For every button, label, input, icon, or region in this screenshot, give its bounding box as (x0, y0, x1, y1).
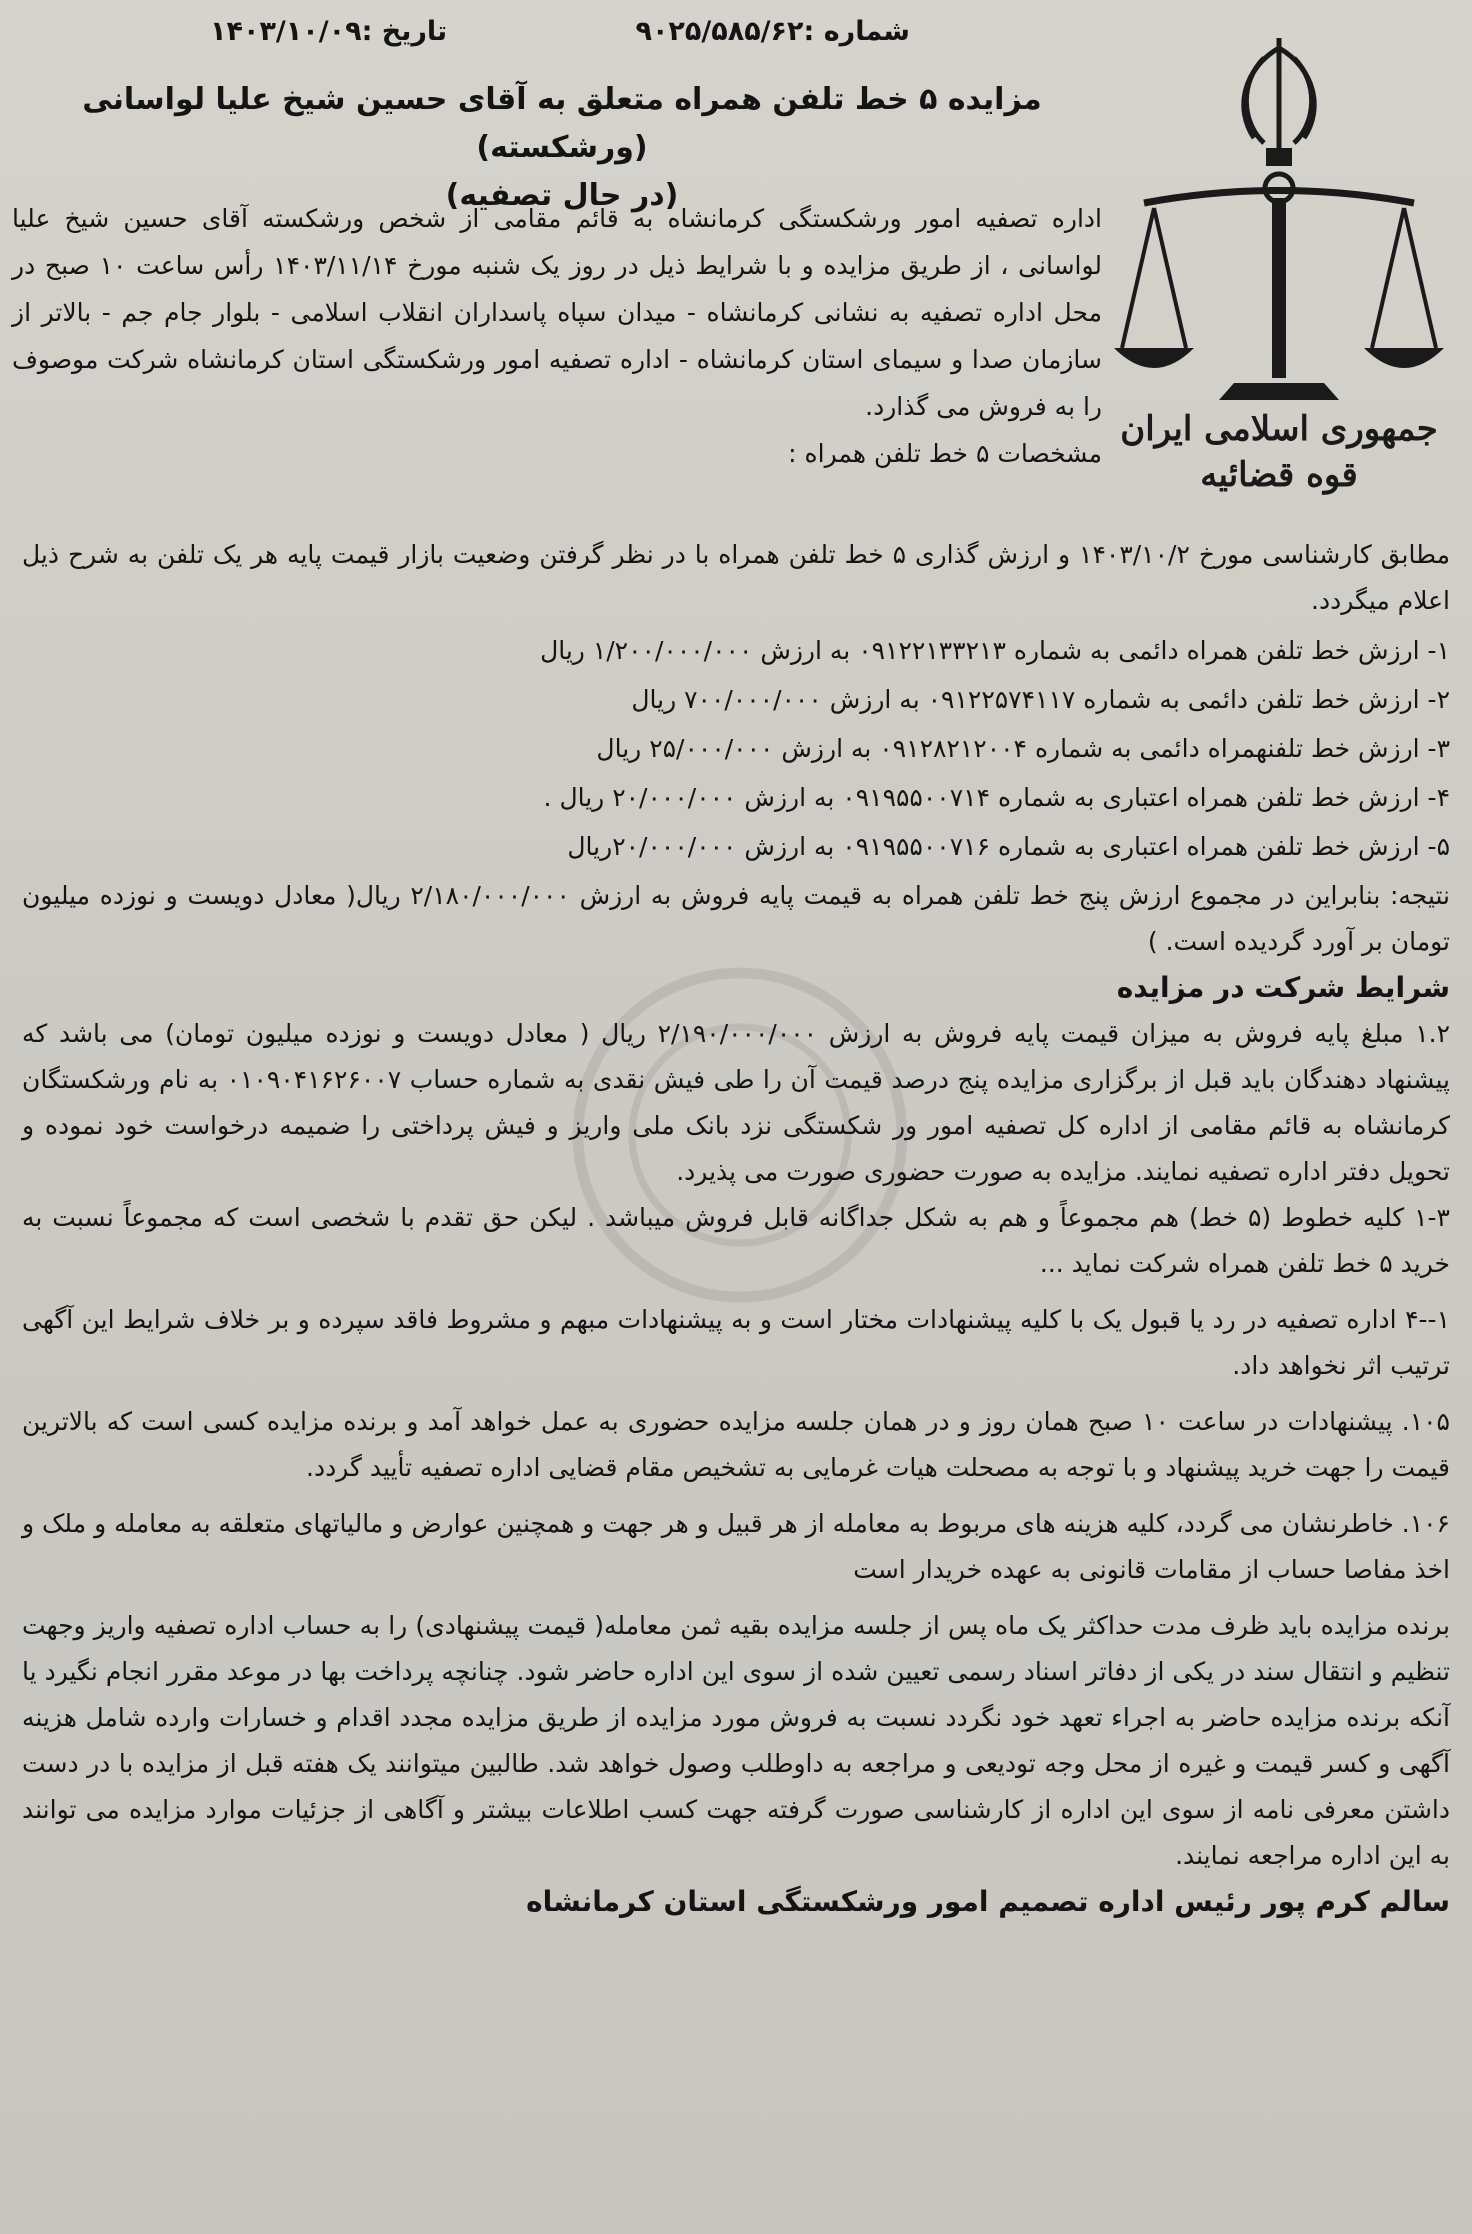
judiciary-emblem (1114, 28, 1444, 498)
header-row (210, 16, 910, 47)
condition-paragraph: ۱--۴ اداره تصفیه در رد یا قبول یک با کلیه پیشنهادات مختار است و به پیشنهادات مبهم و مشروط فاقد سپرده و بر خلاف شرایط این آگهی ترتیب اثر نخواهد داد. (22, 1305, 1450, 1380)
phone-line-list (22, 628, 1450, 870)
intro-text: اداره تصفیه امور ورشکستگی کرمانشاه به قائم مقامی از شخص ورشکسته آقای حسین شیخ علیا لواسانی ، از طریق مزایده و با شرایط ذیل در روز یک شنبه مورخ ۱۴۰۳/۱۱/۱۴ رأس ساعت ۱۰ صبح در محل اداره تصفیه به نشانی کرمانشاه - میدان سپاه پاسداران انقلاب اسلامی - بلوار جام جم - بالاتر از سازمان صدا و سیمای استان کرمانشاه - اداره تصفیه امور ورشکستگی استان کرمانشاه شرکت موصوف را به فروش می گذارد. (12, 204, 1103, 421)
emblem-body-text: قوه قضائیه (1200, 455, 1358, 495)
condition-paragraph: برنده مزایده باید ظرف مدت حداکثر یک ماه پس از جلسه مزایده بقیه ثمن معامله( قیمت پیشنهادی) را به حساب اداره تصفیه واریز وجهت تنظیم و انتقال سند در یکی از دفاتر اسناد رسمی تعیین شده از سوی این اداره حاضر شود. چنانچه پرداخت بها در موعد مقرر انجام نگیرد یا آنکه برنده مزایده حاضر به اجراء تعهد خود نگردد نسبت به فروش مورد مزایده از طریق مزایده مجدد اقدام و خسارات وارده شامل هزینه آگهی و کسر قیمت و غیره از محل وجه تودیعی و مراجعه به داوطلب وصول خواهد شد. طالبین میتوانند یک هفته قبل از مزایده با در دست داشتن معرفی نامه از سوی این اداره از کارشناسی صورت گرفته جهت کسب اطلاعات بیشتر و آگاهی از جزئیات موارد مزایده می توانند به این اداره مراجعه نمایند. (22, 1611, 1450, 1870)
list-item: ۳- ارزش خط تلفنهمراه دائمی به شماره ۰۹۱۲۸۲۱۲۰۰۴ به ارزش ۲۵/۰۰۰/۰۰۰ ریال (596, 734, 1450, 763)
signature-line: سالم کرم پور رئیس اداره تصمیم امور ورشکستگی استان کرمانشاه (526, 1885, 1450, 1918)
list-item: ۴- ارزش خط تلفن همراه اعتباری به شماره ۰۹۱۹۵۵۰۰۷۱۴ به ارزش ۲۰/۰۰۰/۰۰۰ ریال . (543, 783, 1450, 812)
list-item: ۵- ارزش خط تلفن همراه اعتباری به شماره ۰۹۱۹۵۵۰۰۷۱۶ به ارزش ۲۰/۰۰۰/۰۰۰ریال (567, 832, 1450, 861)
appraisal-paragraph: مطابق کارشناسی مورخ ۱۴۰۳/۱۰/۲ و ارزش گذاری ۵ خط تلفن همراه با در نظر گرفتن وضعیت بازار قیمت پایه هر یک تلفن به شرح ذیل اعلام میگردد. (22, 540, 1450, 615)
emblem-country-text: جمهوری اسلامی ایران (1120, 409, 1438, 449)
document-number: شماره :۹۰۲۵/۵۸۵/۶۲ (635, 16, 910, 47)
condition-paragraph: ۱.۲ مبلغ پایه فروش به میزان قیمت پایه فروش به ارزش ۲/۱۹۰/۰۰۰/۰۰۰ ریال ( معادل دویست و نوزده میلیون تومان) می باشد که پیشنهاد دهندگان باید قبل از برگزاری مزایده پنج درصد قیمت آن را طی فیش نقدی به شماره حساب ۰۱۰۹۰۴۱۶۲۶۰۰۷ به نام ورشکستگان کرمانشاه به قائم مقامی از اداره کل تصفیه امور ور شکستگی نزد بانک ملی واریز و فیش پرداختی را ضمیمه درخواست خود نموده و تحویل دفتر اداره تصفیه نمایند. مزایده به صورت حضوری صورت می پذیرد. (22, 1019, 1451, 1186)
list-item: ۲- ارزش خط تلفن دائمی به شماره ۰۹۱۲۲۵۷۴۱۱۷ به ارزش ۷۰۰/۰۰۰/۰۰۰ ریال (631, 685, 1450, 714)
document-date: تاریخ :۱۴۰۳/۱۰/۰۹ (210, 16, 448, 47)
condition-paragraph: ۱-۳ کلیه خطوط (۵ خط) هم مجموعاً و هم به شکل جداگانه قابل فروش میباشد . لیکن حق تقدم با شخصی است که مجموعاً نسبت به خرید ۵ خط تلفن همراه شرکت نماید ... (22, 1203, 1450, 1278)
condition-paragraph: ۱۰۶. خاطرنشان می گردد، کلیه هزینه های مربوط به معامله از هر قبیل و هر جهت و همچنین عوارض و مالیاتهای متعلقه به معامله و ملک و اخذ مفاصا حساب از مقامات قانونی به عهده خریدار است (22, 1509, 1450, 1584)
title-line-1: مزایده ۵ خط تلفن همراه متعلق به آقای حسین شیخ علیا لواسانی (ورشکسته) (82, 82, 1042, 165)
specs-heading: مشخصات ۵ خط تلفن همراه : (788, 439, 1102, 468)
conditions-heading: شرایط شرکت در مزایده (1116, 971, 1450, 1004)
result-paragraph: نتیجه: بنابراین در مجموع ارزش پنج خط تلفن همراه به قیمت پایه فروش به ارزش ۲/۱۸۰/۰۰۰/۰۰۰ ریال( معادل دویست و نوزده میلیون تومان بر آورد گردیده است. ) (22, 881, 1450, 956)
scales-of-justice-icon (1114, 28, 1444, 498)
intro-paragraph (12, 195, 1102, 477)
list-item: ۱- ارزش خط تلفن همراه دائمی به شماره ۰۹۱۲۲۱۳۳۲۱۳ به ارزش ۱/۲۰۰/۰۰۰/۰۰۰ ریال (540, 636, 1450, 665)
document-body (22, 532, 1450, 1925)
condition-paragraph: ۱۰۵. پیشنهادات در ساعت ۱۰ صبح همان روز و در همان جلسه مزایده حضوری به عمل خواهد آمد و برنده مزایده کسی است که بالاترین قیمت را جهت خرید پیشنهاد و با توجه به مصحلت هیات غرمایی به تشخیص مقام قضایی اداره تصفیه تأیید گردد. (22, 1407, 1450, 1482)
title-line-2: (در حال تصفیه) (445, 178, 679, 213)
